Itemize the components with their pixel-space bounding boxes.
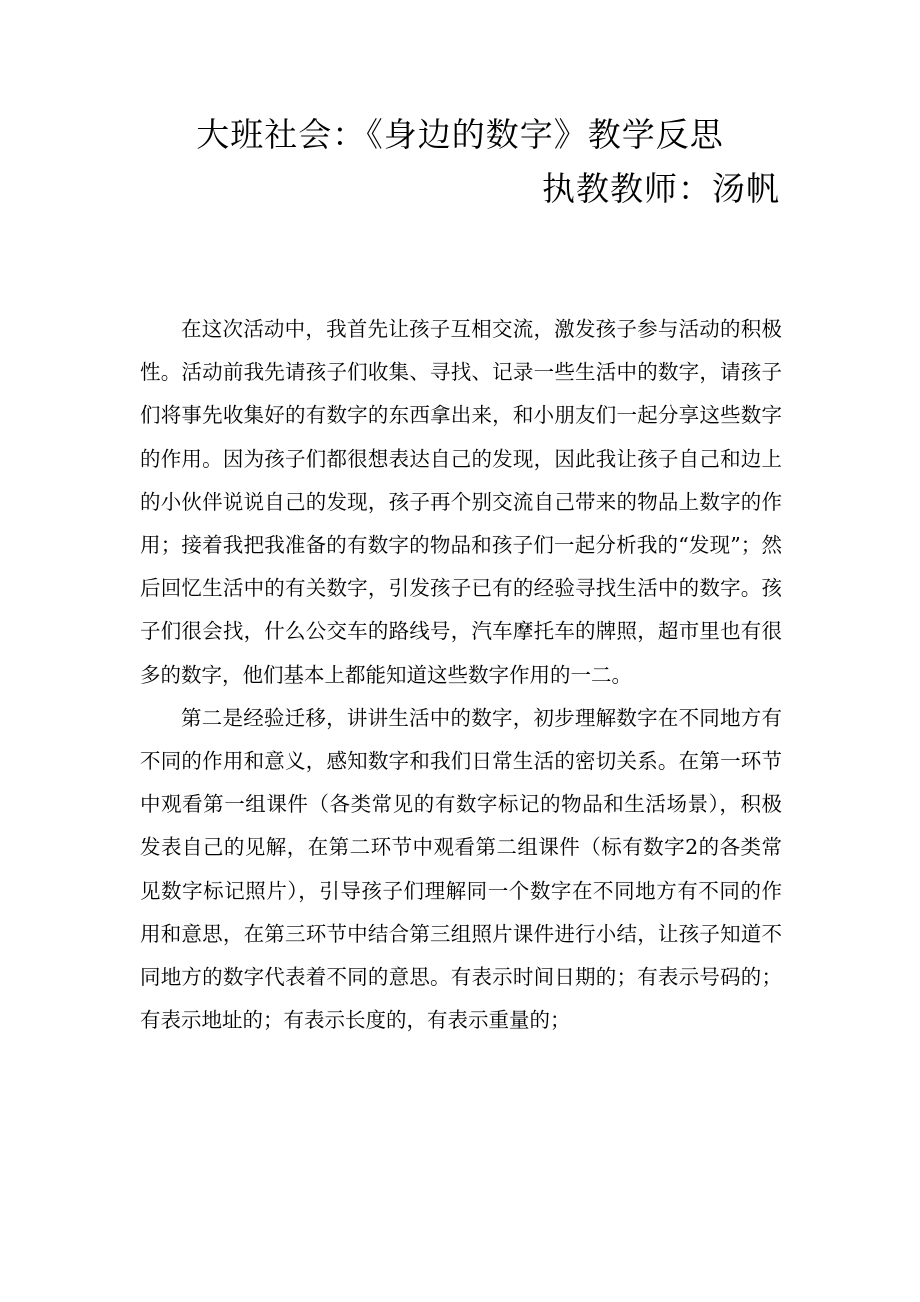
paragraph-2: 第二是经验迁移，讲讲生活中的数字，初步理解数字在不同地方有不同的作用和意义，感知数字和我们日常生活的密切关系。在第一环节中观看第一组课件（各类常见的有数字标记的物品和生活场景），积极发表自己的见解，在第二环节中观看第二组课件（标有数字2的各类常见数字标记照片），引导孩子们理解同一个数字在不同地方有不同的作用和意思，在第三环节中结合第三组照片课件进行小结，让孩子知道不同地方的数字代表着不同的意思。有表示时间日期的；有表示号码的；有表示地址的；有表示长度的，有表示重量的；	[140, 705, 782, 1033]
document-body	[140, 308, 782, 1042]
document-title: 大班社会：《身边的数字》教学反思	[196, 115, 724, 154]
paragraph-1: 在这次活动中，我首先让孩子互相交流，激发孩子参与活动的积极性。活动前我先请孩子们收集、寻找、记录一些生活中的数字，请孩子们将事先收集好的有数字的东西拿出来，和小朋友们一起分享这些数字的作用。因为孩子们都很想表达自己的发现，因此我让孩子自己和边上的小伙伴说说自己的发现，孩子再个别交流自己带来的物品上数字的作用；接着我把我准备的有数字的物品和孩子们一起分析我的“发现”；然后回忆生活中的有关数字，引发孩子已有的经验寻找生活中的数字。孩子们很会找，什么公交车的路线号，汽车摩托车的牌照，超市里也有很多的数字，他们基本上都能知道这些数字作用的一二。	[140, 317, 782, 687]
author-line: 执教教师：汤帆	[542, 169, 780, 208]
